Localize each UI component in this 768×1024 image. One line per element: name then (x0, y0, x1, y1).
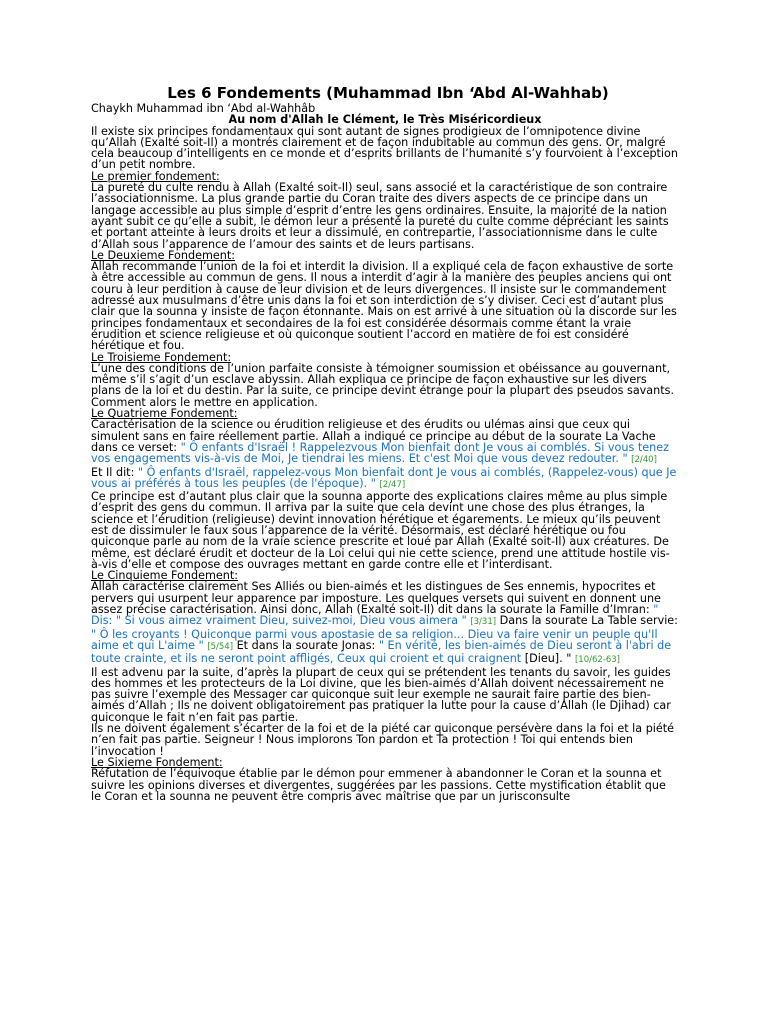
document-title: Les 6 Fondements (Muhammad Ibn ‘Abd Al-Wahhab) (167, 84, 609, 102)
paragraph-second-fondement: Allah recommande l’union de la foi et interdit la division. Il a expliqué cela de façon exhaustive de sorte à être accessible au commun de gens. Il nous a interdit d’agir à la manière des peuples anciens qui ont couru à leur perdition à cause de leur division et de leurs divergences. Il insiste sur le commandement adressé aux musulmans d’être unis dans la foi et son interdiction de s’y diviser. Ceci est d’autant plus clair que la sounna y insiste de façon étonnante. Mais on est arrivé à une situation où la discorde sur les principes fondamentaux et secondaires de la foi est considérée désormais comme étant la vraie érudition et science religieuse et où quiconque soutient l’accord en matière de foi est considéré hérétique et fou. (91, 260, 677, 353)
intro-paragraph: Il existe six principes fondamentaux qui sont autant de signes prodigieux de l’omnipotence divine qu’Allah (Exalté soit-Il) a montrés clairement et de façon indubitable au commun des gens. Or, malgré cela beaucoup d’intelligents en ce monde et d’esprits brillants de l’humanité s’y fourvoient à l’exception d’un petit nombre. (91, 124, 678, 172)
paragraph-fifth-fondement-b: Il est advenu par la suite, d’après la plupart de ceux qui se prétendent les tenants du savoir, les guides des hommes et les protecteurs de la Loi divine, que les bien-aimés d’Allah doivent nécessairement ne pas suivre l’exemple des Messager car quiconque suit leur exemple ne saurait faire partie des bien-aimés d’Allah ; Ils ne doivent obligatoirement pas pratiquer la lutte pour la cause d’Allah (le Djihad) car quiconque le fait n’en fait pas partie. (91, 665, 671, 724)
verse-reference: [3/31] (470, 617, 497, 628)
heading-fifth-fondement: Le Cinquieme Fondement: (91, 569, 238, 583)
quran-quote: " Ô enfants d'Israël, rappelez-vous Mon bienfait dont Je vous ai comblés, (Rappelez-vous) que Je vous ai préférés à tous les peuples (de l'époque). " (91, 465, 677, 490)
text-span: Caractérisation de la science ou érudition religieuse et des érudits ou ulémas ainsi que ceux qui simulent sans en faire réellement partie. Allah a indiqué ce principe au début de la sourate La Vache dans ce verset: (91, 418, 656, 454)
text-span: Et dans la sourate Jonas: (233, 638, 379, 652)
text-span: Allah caractérise clairement Ses Alliés ou bien-aimés et les distingues de Ses ennemis, hypocrites et pervers qui usurpent leur apparence par imposture. Les quelques versets qui suivent en donnent une assez précise caractérisation. Ainsi donc, Allah (Exalté soit-Il) dit dans la sourate la Famille d’Imran: (91, 580, 661, 617)
heading-third-fondement: Le Troisieme Fondement: (91, 350, 232, 364)
heading-sixth-fondement: Le Sixieme Fondement: (91, 755, 223, 769)
quran-quote: " Ô enfants d'Israël ! Rappelezvous Mon bienfait dont Je vous ai comblés. Si vous tenez vos engagements vis-à-vis de Moi, Je tiendrai les miens. Et c'est Moi que vous devez redouter. " (91, 440, 669, 466)
paragraph-fourth-fondement-c: Ce principe est d’autant plus clair que la sounna apporte des explications claires même au plus simple d’esprit des gens du commun. Il arriva par la suite que cela devint une chose des plus étranges, la science et l’érudition (religieuse) devint innovation hérétique et égarements. Le mieux qu’ils peuvent est de dissimuler le faux sous l’apparence de la vérité. Désormais, est déclaré hérétique ou fou quiconque parle au nom de la vraie science prescrite et loué par Allah (Exalté soit-Il) aux créatures. De même, est déclaré érudit et docteur de la Loi celui qui nie cette science, prend une attitude hostile vis-à-vis d’elle et compose des ouvrages mettant en garde contre elle et l’interdisant. (91, 490, 670, 571)
paragraph-sixth-fondement: Réfutation de l’équivoque établie par le démon pour emmener à abandonner le Coran et la sounna et suivre les opinions diverses et divergentes, suggérées par les passions. Cette mystification établit que le Coran et la sounna ne peuvent être compris avec maîtrise que par un jurisconsulte (91, 767, 666, 803)
text-span: Dans la sourate La Table servie: (496, 614, 678, 628)
verse-reference: [10/62-63] (574, 655, 620, 666)
paragraph-fifth-fondement-c: Ils ne doivent également s’écarter de la foi et de la piété car quiconque persévère dans la foi et la piété n’en fait pas partie. Seigneur ! Nous implorons Ton pardon et Ta protection ! Toi qui entends bien l’invocation ! (91, 722, 675, 758)
quran-quote: " En vérité, les bien-aimés de Dieu seront à l'abri de toute crainte, et ils ne seront point affligés, Ceux qui croient et qui craignent (91, 638, 672, 666)
paragraph-first-fondement: La pureté du culte rendu à Allah (Exalté soit-Il) seul, sans associé et la caractéristique de son contraire l’associationnisme. La plus grande partie du Coran traite des divers aspects de ce principe dans un langage accessible au plus simple d’esprit d’entre les gens ordinaires. Ensuite, la majorité de la nation ayant subit ce qu’elle a subit, le démon leur a présenté la pureté du culte comme dépréciant les saints et portant atteinte à leurs droits et leur a dissimulé, en contrepartie, l’associationnisme dans le culte d’Allah sous l’apparence de l’amour des saints et de leurs partisans. (91, 181, 669, 251)
text-span: Et Il dit: (91, 465, 138, 479)
paragraph-fifth-fondement-a (91, 581, 679, 666)
document-page (91, 84, 679, 802)
heading-fourth-fondement: Le Quatrieme Fondement: (91, 407, 238, 421)
quran-quote: " Ô les croyants ! Quiconque parmi vous apostasie de sa religion... Dieu va faire venir un peuple qu'Il aime et qui L'aime " (91, 627, 658, 652)
heading-first-fondement: Le premier fondement: (91, 169, 220, 183)
author-line: Chaykh Muhammad ibn ‘Abd al-Wahhâb (91, 102, 316, 115)
verse-reference: [2/40] (631, 455, 657, 466)
quran-quote: " Dis: " Si vous aimez vraiment Dieu, suivez-moi, Dieu vous aimera " (91, 603, 659, 628)
paragraph-fourth-fondement-a (91, 419, 679, 466)
verse-reference: [5/54] (207, 641, 234, 652)
paragraph-fourth-fondement-b (91, 467, 679, 492)
bismillah-heading: Au nom d'Allah le Clément, le Très Miséricordieux (228, 113, 542, 127)
paragraph-third-fondement: L’une des conditions de l’union parfaite consiste à témoigner soumission et obéissance au gouvernant, même s’il s’agit d’un esclave abyssin. Allah expliqua ce principe de façon exhaustive sur les divers plans de la loi et du destin. Par la suite, ce principe devint étrange pour la plupart des pseudos savants. Comment alors le mettre en application. (91, 361, 675, 409)
text-span: [Dieu]. " (521, 652, 575, 666)
heading-second-fondement: Le Deuxieme Fondement: (91, 248, 235, 262)
verse-reference: [2/47] (379, 479, 406, 490)
